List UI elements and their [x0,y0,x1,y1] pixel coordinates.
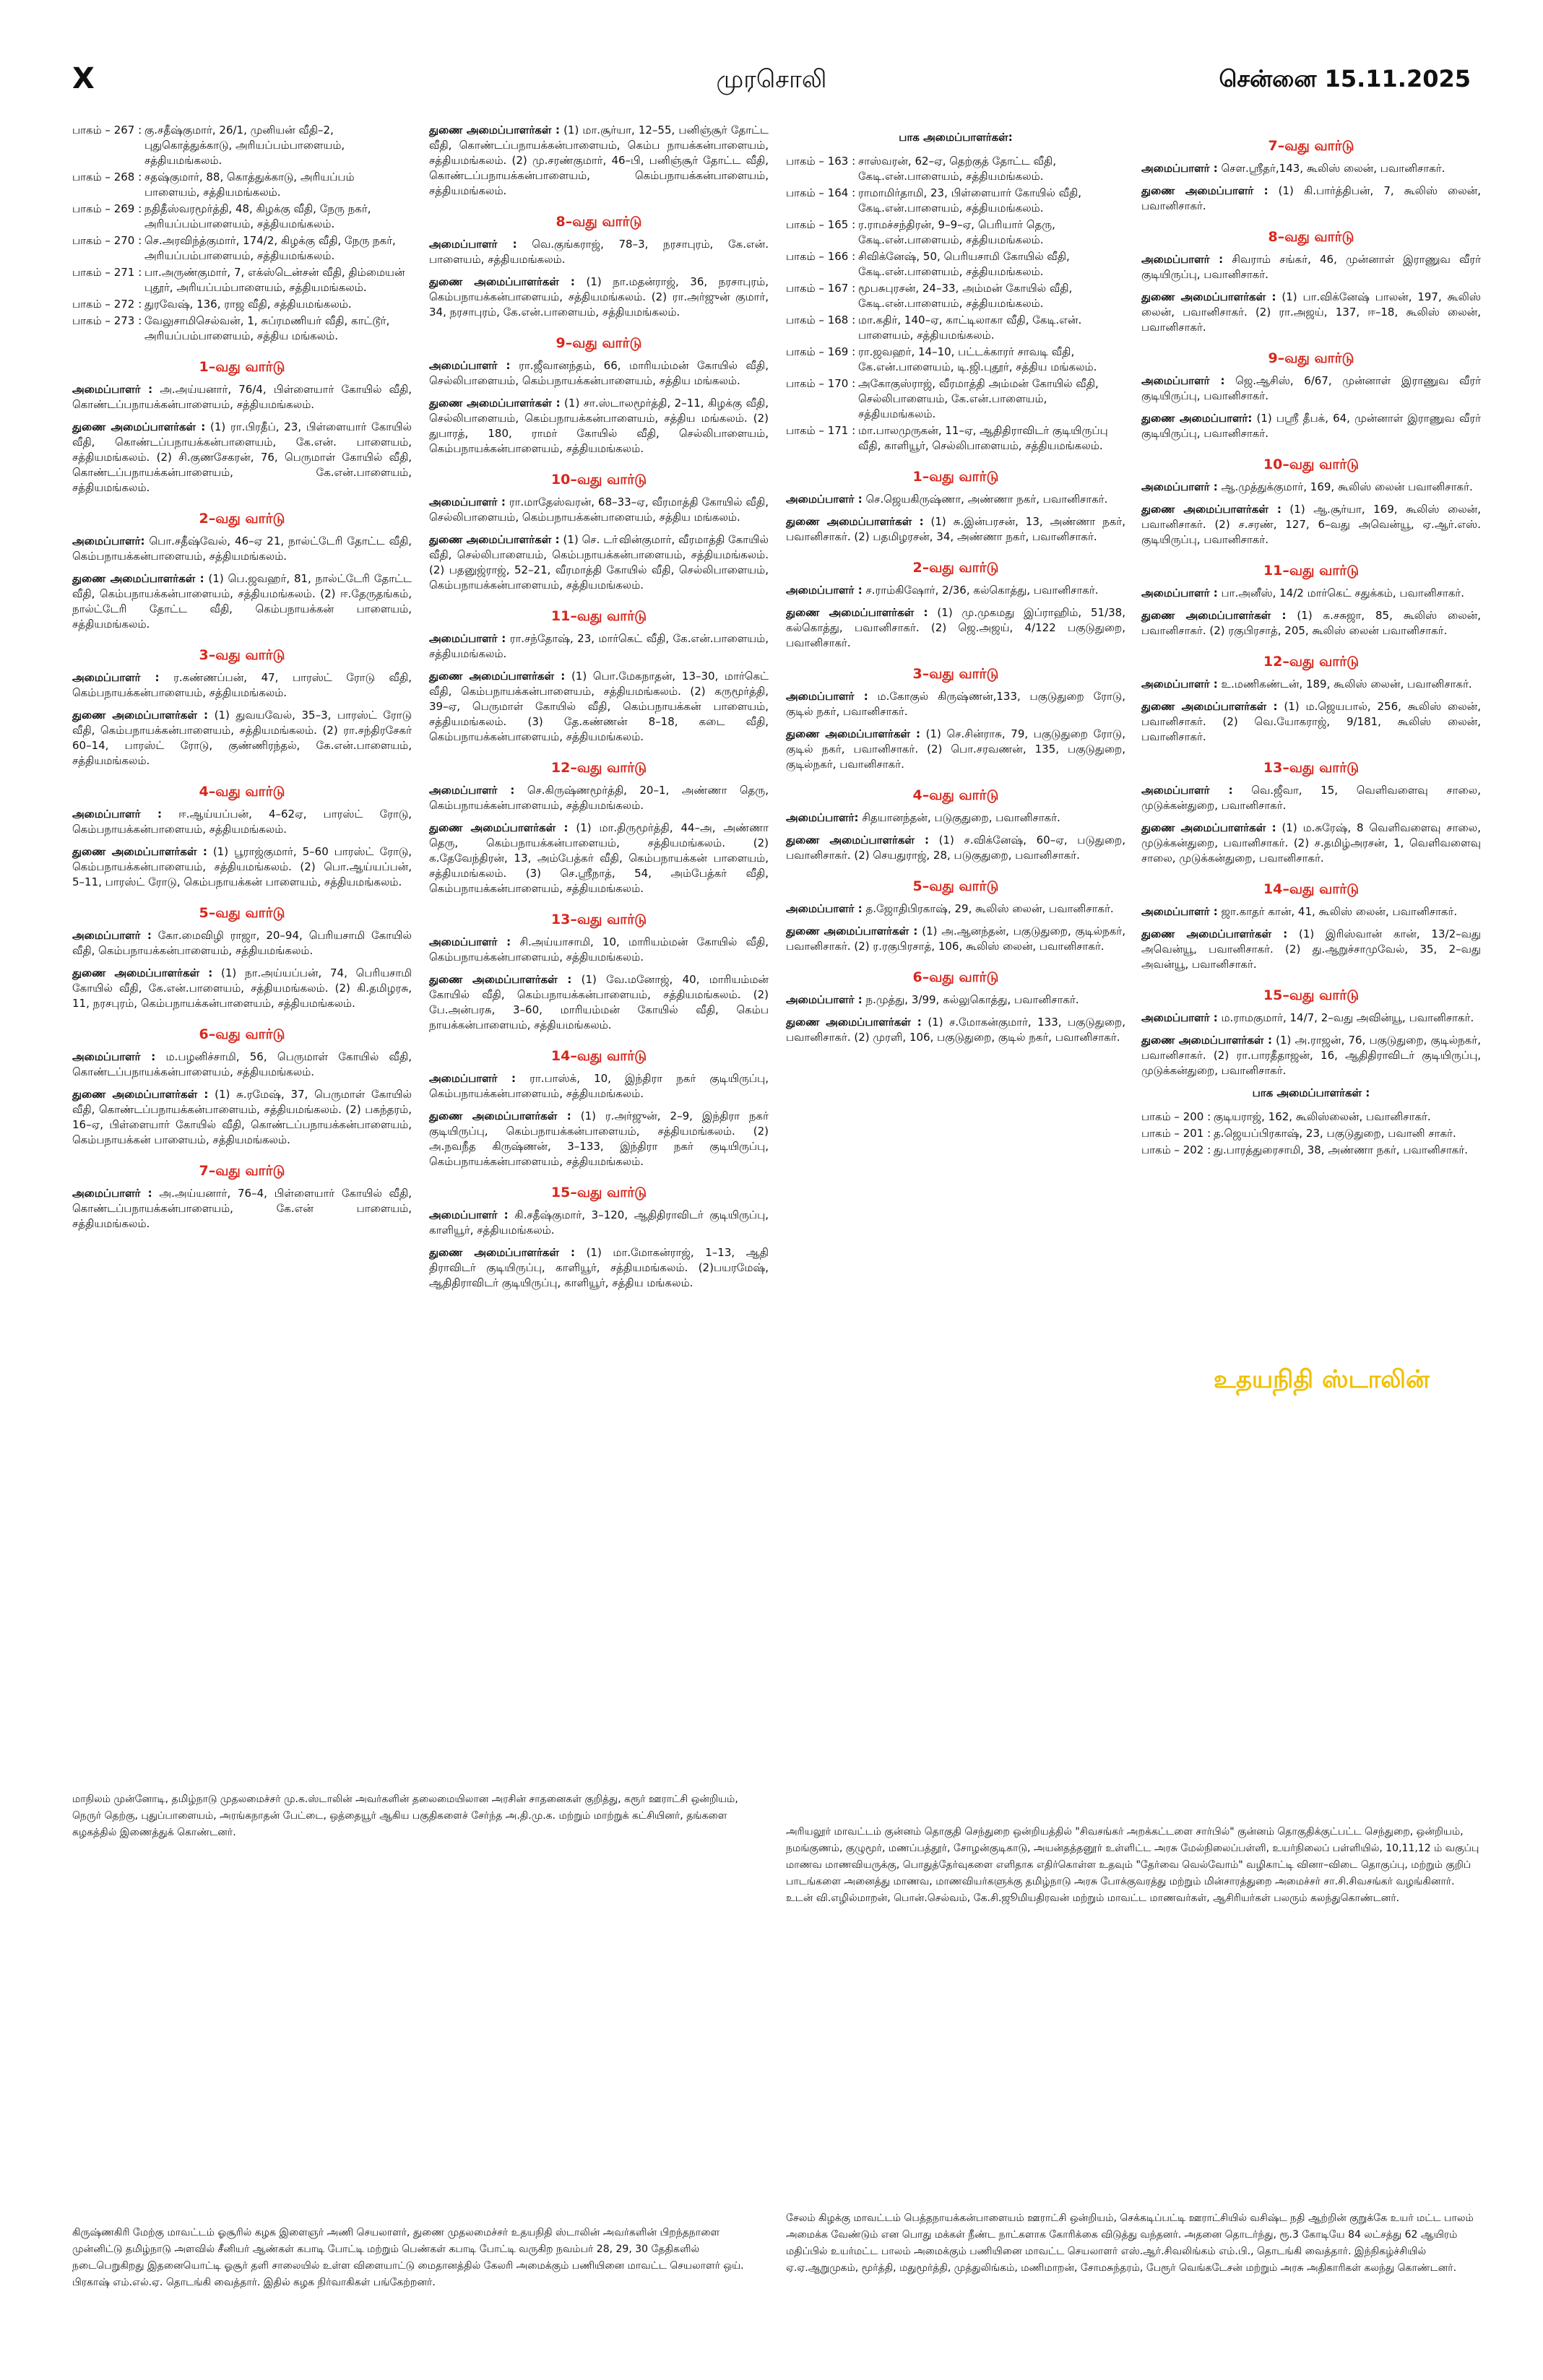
part-text: வேலுசாமிசெல்வன், 1, சுப்ரமணியர் வீதி, காட்டூர், அரியப்பம்பாளையம், சத்திய மங்கலம். [144,314,390,342]
role-paragraph [1141,904,1481,919]
ward-heading: 5–வது வார்டு [912,878,999,894]
role-text: (1) ஆ.சூர்யா, 169, கூலிஸ் லைன், பவானிசாகர். (2) ச.சரண், 127, 6–வது அவென்யூ, ஏ.ஆர்.எஸ். குடியிருப்பு, பவானிசாகர். [1141,503,1481,546]
role-label: துணை அமைப்பாளர்கள் : [786,727,921,740]
part-text: துரவேஷ், 136, ராஜ வீதி, சத்தியமங்கலம். [144,298,352,311]
part-number: பாகம் – 169 : [786,345,856,358]
role-paragraph [429,532,769,593]
part-text: கு.சதீஷ்குமார், 26/1, முனியன் வீதி–2, புதுகொத்துக்காடு, அரியப்பம்பாளையம், சத்தியமங்கலம். [144,124,345,167]
role-paragraph [1141,252,1481,282]
role-label: அமைப்பாளர் : [786,993,863,1006]
role-label: அமைப்பாளர் : [786,690,868,703]
role-label: அமைப்பாளர் : [72,808,163,821]
role-paragraph [72,534,412,564]
role-label: அமைப்பாளர் : [1141,905,1218,918]
role-label: துணை அமைப்பாளர்கள் : [429,1109,571,1122]
ward-heading: 13–வது வார்டு [1263,760,1360,776]
role-text: (1) வே.மனோஜ், 40, மாரியம்மன் கோயில் வீதி, கெம்பநாயக்கன்பாளையம், சத்தியமங்கலம். (2) பே.அன்பரசு, 3–60, மாரியம்மன் கோயில் வீதி, கெம்ப நாயக்கன்பாளையம், சத்தியமங்கலம். [429,973,769,1031]
role-label: அமைப்பாளர் : [429,784,515,797]
part-row [72,313,412,344]
role-text: (1) ச.விக்னேஷ், 60–ஏ, படுதுறை, பவானிசாகர். (2) செயதுராஜ், 28, படுகுதுறை, பவானிசாகர். [786,834,1125,862]
role-label: அமைப்பாளர் : [429,496,506,509]
role-text: த.ஜோதிபிரகாஷ், 29, கூலிஸ் லைன், பவானிசாகர். [865,902,1114,915]
column-2 [429,123,769,1298]
role-paragraph [429,1109,769,1169]
role-text: பா.அனீஸ், 14/2 மார்கெட் சதுக்கம், பவானிசாகர். [1221,587,1465,600]
part-row [786,423,1125,454]
ward-heading: 11–வது வார்டு [550,608,647,624]
role-label: துணை அமைப்பாளர்கள் : [429,397,561,410]
role-paragraph [786,689,1125,719]
role-text: (1) செ.சின்ராசு, 79, பகுடுதுறை ரோடு, குடில் நகர், பவானிசாகர். (2) பொ.சரவணன், 135, பகுடுதுறை, குடில்நகர், பவானிசாகர். [786,727,1125,771]
ward-heading: 10–வது வார்டு [550,472,647,488]
role-paragraph [72,928,412,959]
role-text: (1) மு.முகமது இப்ராஹிம், 51/38, கல்கொத்து, பவானிசாகர். (2) ஜெ.அஜய், 4/122 பகுடுதுறை, பவானிசாகர். [786,606,1125,649]
role-label: துணை அமைப்பாளர்கள் : [786,834,930,847]
role-text: (1) சு.இன்பரசன், 13, அண்ணா நகர், பவானிசாகர். (2) பதமிழரசன், 34, அண்ணா நகர், பவானிசாகர். [786,515,1125,543]
role-label: துணை அமைப்பாளர்கள் : [1141,609,1287,622]
role-text: ஆ.முத்துக்குமார், 169, கூலிஸ் லைன் பவானிசாகர். [1221,480,1473,493]
ward-heading: 14–வது வார்டு [550,1048,647,1064]
role-label: துணை அமைப்பாளர்கள் : [786,515,924,528]
role-text: ரா.பாஸ்க், 10, இந்திரா நகர் குடியிருப்பு, கெம்பநாயக்கன்பாளையம், சத்தியமங்கலம். [429,1072,769,1100]
role-paragraph [72,1186,412,1232]
role-label: அமைப்பாளர் : [429,359,511,372]
column-1 [72,123,412,1239]
role-label: அமைப்பாளர் : [429,1208,509,1221]
role-paragraph [429,972,769,1033]
role-paragraph [786,833,1125,863]
role-text: (1) நா.அய்யப்பன், 74, பெரியசாமி கோயில் வீதி, கே.என்.பாளையம், சத்தியமங்கலம். (2) கி.தமிழரசு, 11, நரசபுரம், கெம்பநாயக்கன்பாளையம், சத்தியமங்கலம். [72,966,412,1010]
role-label: துணை அமைப்பாளர்கள் : [1141,290,1276,303]
part-list [1141,1109,1481,1158]
role-label: அமைப்பாளர் : [1141,678,1218,691]
part-text: து.பாரத்துரைசாமி, 38, அண்ணா நகர், பவானிசாகர். [1214,1143,1468,1156]
role-text: (1) ம.ஜெயபால், 256, கூலிஸ் லைன், பவானிசாகர். (2) வெ.யோகராஜ், 9/181, கூலிஸ் லைன், பவானிசாகர். [1141,700,1481,743]
role-text: சி.அய்யாசாமி, 10, மாரியம்மன் கோயில் வீதி, கெம்பநாயக்கன்பாளையம், சத்தியமங்கலம். [429,935,769,964]
role-paragraph [429,669,769,745]
part-row [1141,1143,1481,1158]
ward-heading: 2–வது வார்டு [199,511,285,527]
ward-heading: 11–வது வார்டு [1263,563,1360,579]
ward-heading: 1–வது வார்டு [199,359,285,375]
photo-caption: சேலம் கிழக்கு மாவட்டம் பெத்தநாயக்கன்பாளையம் ஊராட்சி ஒன்றியம், செக்கடிப்பட்டி ஊராட்சியில் வசிஷ்ட நதி ஆற்றின் குறுக்கே உயர் மட்ட பாலம் அமைக்க வேண்டும் என பொது மக்கள் நீண்ட நாட்களாக கோரிக்கை விடுத்து வந்தனர். அதனை தொடர்ந்து, ரூ.3 கோடியே 84 லட்சத்து 62 ஆயிரம் மதிப்பில் உயர்மட்ட பாலம் அமைக்கும் பணியினை மாவட்ட செயலாளர் எஸ்.ஆர்.சிவலிங்கம் எம்.பி., தொடங்கி வைத்தார். இந்நிகழ்ச்சியில் ஏ.ஏ.ஆறுமுகம், மூர்த்தி, மதுமூர்த்தி, முத்துலிங்கம், மணிமாறன், சோமசுந்தரம், பேரூர் வெங்கடேசன் மற்றும் அரசு அதிகாரிகள் கலந்து கொண்டனர். [786,2212,1474,2274]
role-text: செ.கிருஷ்ணமூர்த்தி, 20–1, அண்ணா தெரு, கெம்பநாயக்கன்பாளையம், சத்தியமங்கலம். [429,784,769,812]
role-text: (1) பொ.மேகநாதன், 13–30, மார்கெட் வீதி, கெம்பநாயக்கன்பாளையம், சத்தியமங்கலம். (2) கருமூர்த்தி, 39–ஏ, பெருமாள் கோயில் வீதி, கெம்பநாயக்கன் பாளையம், சத்தியமங்கலம். (3) தே.கண்ணன் 8–18, கடை வீதி, கெம்பநாயக்கன்பாளையம், சத்தியமங்கலம். [429,670,769,743]
part-number: பாகம் – 202 : [1141,1143,1211,1156]
part-list [72,123,412,344]
role-text: கோ.மைவிழி ராஜா, 20–94, பெரியசாமி கோயில் வீதி, கெம்பநாயக்கன்பாளையம், சத்தியமங்கலம். [72,929,412,957]
role-paragraph [786,605,1125,651]
role-paragraph [429,396,769,456]
role-label: துணை அமைப்பாளர்கள் : [786,925,918,938]
role-text: (1) பூராஜ்குமார், 5–60 பாரஸ்ட் ரோடு, கெம்பநாயக்கன்பாளையம், சத்தியமங்கலம். (2) பொ.ஆய்யப்பன், 5–11, பாரஸ்ட் ரோடு, கெம்பநாயக்கன் பாளையம், சத்தியமங்கலம். [72,845,412,888]
photo-caption: மாநிலம் முன்னோடி, தமிழ்நாடு முதலமைச்சர் மு.க.ஸ்டாலின் அவர்களின் தலைமையிலான அரசின் சாதனைகள் குறித்து, கரூர் ஊராட்சி ஒன்றியம், நெருர் தெற்கு, புதுப்பாளையம், அரங்கநாதன் பேட்டை, ஒத்தையூர் ஆகிய பகுதிகளைச் சேர்ந்த அ.தி.மு.க. மற்றும் மாற்றுக் கட்சியினர், தங்களை கழகத்தில் இணைத்துக் கொண்டனர். [72,1793,738,1838]
role-label: அமைப்பாளர் : [429,632,506,645]
role-label: அமைப்பாளர் : [1141,480,1218,493]
part-row [1141,1109,1481,1125]
role-label: அமைப்பாளர் : [72,929,152,942]
part-list [786,154,1125,454]
role-text: செ.ஜெயகிருஷ்ணா, அண்ணா நகர், பவானிசாகர். [865,493,1108,506]
part-number: பாகம் – 165 : [786,218,856,231]
part-text: சதஷ்குமார், 88, கொத்துக்காடு, அரியப்பம் பாளையம், சத்தியமங்கலம். [144,170,355,199]
part-text: ராமாமிர்தாமி, 23, பிள்ளையார் கோயில் வீதி, கேடி.என்.பாளையம், சத்தியமங்கலம். [858,186,1081,215]
role-text: (1) ரா.பிரதீப், 23, பிள்ளையார் கோயில் வீதி, கொண்டப்பநாயக்கன்பாளையம், கே.என். பாளையம், சத்தியமங்கலம். (2) சி.குணசேகரன், 76, பெருமாள் கோயில் வீதி, கொண்டப்பநாயக்கன்பாளையம், கே.என்.பாளையம், சத்தியமங்கலம். [72,420,412,494]
role-label: துணை அமைப்பாளர்: [1141,412,1253,425]
part-text: நதிதீஸ்வரமூர்த்தி, 48, கிழக்கு வீதி, நேரு நகர், அரியப்பம்பாளையம், சத்தியமங்கலம். [144,202,371,230]
role-text: (1) மா.மோகன்ராஜ், 1–13, ஆதி திராவிடர் குடியிருப்பு, காளியூர், சத்தியமங்கலம். (2)பயரமேஷ், ஆதிதிராவிடர் குடியிருப்பு, காளியூர், சத்திய மங்கலம். [429,1246,769,1289]
role-text: ரா.சந்தோஷ், 23, மார்கெட் வீதி, கே.என்.பாளையம், சத்தியமங்கலம். [429,632,769,660]
role-paragraph [1141,480,1481,495]
role-paragraph [1141,608,1481,639]
dateline: சென்னை 15.11.2025 [1219,65,1471,92]
role-paragraph [1141,373,1481,404]
part-text: அகோகுஸ்ராஜ், வீரமாத்தி அம்மன் கோயில் வீதி, செல்லிபாளையம், கே.என்.பாளையம், சத்தியமங்கலம். [858,377,1099,420]
role-label: அமைப்பாளர் : [786,493,863,506]
ward-heading: 8–வது வார்டு [556,214,642,230]
page-header [0,58,1543,101]
part-text: த.ஜெயப்பிரகாஷ், 23, பகுடுதுறை, பவானி சாகர். [1214,1127,1456,1140]
role-paragraph [429,783,769,813]
role-paragraph [1141,821,1481,866]
role-label: அமைப்பாளர் : [1141,253,1224,266]
part-number: பாகம் – 270 : [72,234,142,247]
part-row [72,265,412,295]
role-text: (1) சா.ஸ்டாலமூர்த்தி, 2–11, கிழக்கு வீதி, செல்லிபாளையம், கெம்பநாயக்கன்பாளையம், சத்திய மங்கலம். (2) துபாரத், 180, ராமர் கோயில் வீதி, செல்லிபாளையம், கெம்பநாயக்கன்பாளையம், சத்தியமங்கலம். [429,397,769,455]
role-text: (1) நா.மதன்ராஜ், 36, நரசாபுரம், கெம்பநாயக்கன்பாளையம், சத்தியமங்கலம். (2) ரா.அர்ஜுன் குமார், 34, நரசாபுரம், கே.என்.பாளையம், சத்தியமங்கலம். [429,275,769,319]
part-number: பாகம் – 268 : [72,170,142,183]
role-label: துணை அமைப்பாளர்கள் : [72,1088,209,1101]
ward-list [72,360,412,1232]
role-paragraph [786,924,1125,954]
part-row [786,376,1125,422]
role-label: அமைப்பாளர்: [72,535,145,548]
part-number: பாகம் – 200 : [1141,1110,1211,1123]
role-paragraph [72,670,412,701]
role-label: துணை அமைப்பாளர்கள் : [72,420,206,433]
role-label: துணை அமைப்பாளர்கள் : [429,533,560,546]
role-paragraph [429,631,769,662]
role-paragraph [1141,677,1481,692]
role-text: (1) அ.ராஜன், 76, பகுடுதுறை, குடில்நகர், பவானிசாகர். (2) ரா.பாரதீதாஜன், 16, ஆதிதிராவிடர் குடியிருப்பு, முடுக்கன்துறை, பவானிசாகர். [1141,1034,1481,1077]
role-text: (1) ச.மோகன்குமார், 133, பகுடுதுறை, பவானிசாகர். (2) முரளி, 106, பகுடுதுறை, குடில் நகர், பவானிசாகர். [786,1016,1125,1044]
masthead: முரசொலி [716,65,827,94]
part-number: பாகம் – 163 : [786,155,856,168]
role-paragraph [1141,586,1481,601]
role-label: அமைப்பாளர் : [429,1072,517,1085]
role-paragraph [786,992,1125,1008]
role-text: வெ.ஜீவா, 15, வெளிவளைவு சாலை, முடுக்கன்துறை, பவானிசாகர். [1141,784,1481,812]
role-paragraph [429,935,769,965]
role-label: துணை அமைப்பாளர்கள் : [72,572,204,585]
role-text: (1) பா.விக்னேஷ் பாலன், 197, கூலிஸ் லைன், பவானிசாகர். (2) ரா.அஜய், 137, ஈ–18, கூலிஸ் லைன், பவானிசாகர். [1141,290,1481,334]
role-paragraph [72,1087,412,1148]
part-number: பாகம் – 271 : [72,266,142,279]
role-paragraph [1141,699,1481,745]
part-row [72,202,412,232]
role-label: அமைப்பாளர் : [1141,587,1218,600]
part-number: பாகம் – 171 : [786,424,856,437]
role-text: ஈ.ஆய்யப்பன், 4–62ஏ, பாரஸ்ட் ரோடு, கெம்பநாயக்கன்பாளையம், சத்தியமங்கலம். [72,808,412,836]
role-paragraph [1141,927,1481,972]
role-paragraph [786,583,1125,598]
role-label: அமைப்பாளர் : [786,584,863,597]
ward-heading: 9–வது வார்டு [556,335,642,351]
role-label: துணை அமைப்பாளர்கள் : [1141,1034,1273,1047]
part-number: பாகம் – 164 : [786,186,856,199]
part-number: பாகம் – 201 : [1141,1127,1211,1140]
photo-caption: அரியலூர் மாவட்டம் குன்னம் தொகுதி செந்துறை ஒன்றியத்தில் "சிவசங்கர் அறக்கட்டளை சார்பில்" குன்னம் தொகுதிக்குட்பட்ட செந்துறை, ஒன்றியம், நமங்குணம், குழுமூர், மணப்பத்தூர், சோழன்குடிகாடு, அயன்தத்தனூர் உள்ளிட்ட அரசு மேல்நிலைப்பள்ளி, உயர்நிலைப் பள்ளியில், 10,11,12 ம் வகுப்பு மாணவ மாணவியருக்கு, பொதுத்தேர்வுகளை எளிதாக எதிர்கொள்ள உதவும் "தேர்வை வெல்வோம்" வழிகாட்டி வினா–விடை தொகுப்பு, மற்றும் குறிப் பாடங்களை அனைத்து மாணவ, மாணவியர்களுக்கு தமிழ்நாடு அரசு போக்குவரத்து மற்றும் மின்சாரத்துறை அமைச்சர் சா.சி.சிவசங்கர் வழங்கினார். உடன் வி.எழில்மாறன், பொன்.செல்வம், கே.சி.ஜூமியதிரவன் மற்றும் மாவட்ட மாணவர்கள், ஆசிரியர்கள் பலரும் கலந்துகொண்டனர். [786,1826,1479,1904]
role-text: (1) துவயவேல், 35–3, பாரஸ்ட் ரோடு வீதி, கெம்பநாயக்கன்பாளையம், சத்தியமங்கலம். (2) ரா.சந்திரசேகர் 60–14, பாரஸ்ட் ரோடு, குண்ணிரந்தல், கே.என்.பாளையம், சத்தியமங்கலம். [72,709,412,767]
column-3 [786,123,1125,1052]
photo-caption: கிருஷ்ணகிரி மேற்கு மாவட்டம் ஓசூரில் கழக இளைஞர் அணி செயலாளர், துணை முதலமைச்சர் உதயநிதி ஸ்டாலின் அவர்களின் பிறந்தநாளை முன்னிட்டு தமிழ்நாடு அளவில் சீனியர் ஆண்கள் கபாடி போட்டி மற்றும் பெண்கள் கபாடி போட்டி வருகிற நவம்பர் 28, 29, 30 தேதிகளில் நடைபெறுகிறது இதனையொட்டி ஓசூர் தளி சாலையில் உள்ள விளையாட்டு மைதானத்தில் கேலரி அமைக்கும் பணியினை மாவட்ட செயலாளர் ஒய். பிரகாஷ் எம்.எல்.ஏ. தொடங்கி வைத்தார். இதில் கழக நிர்வாகிகள் பங்கேற்றனர். [72,2227,744,2288]
ward-heading: 3–வது வார்டு [199,647,285,663]
part-text: சிவிக்னேஷ், 50, பெரியசாமி கோயில் வீதி, கேடி.என்.பாளையம், சத்தியமங்கலம். [858,250,1070,278]
part-number: பாகம் – 267 : [72,124,142,137]
role-paragraph [429,1071,769,1102]
role-text: (1) ர.அர்ஜுன், 2–9, இந்திரா நகர் குடியிருப்பு, கெம்பநாயக்கன்பாளையம், சத்தியமங்கலம். (2) அ.நவநீத கிருஷ்ணன், 3–133, இந்திரா நகர் குடியிருப்பு, கெம்பநாயக்கன்பாளையம், சத்தியமங்கலம். [429,1109,769,1168]
role-text: ந.முத்து, 3/99, கல்லுகொத்து, பவானிசாகர். [865,993,1079,1006]
role-text: (1) கி.பார்த்திபன், 7, கூலிஸ் லைன், பவானிசாகர். [1141,184,1481,212]
role-text: (1) மா.சூர்யா, 12–55, பனிஞ்சூர் தோட்ட வீதி, கொண்டப்பநாயக்கன்பாளையம், கெம்ப நாயக்கன்பாளையம், சத்தியமங்கலம். (2) மு.சரண்குமார், 46–பி, பனிஞ்சூர் தோட்ட வீதி, கொண்டப்பநாயக்கன்பாளையம், கெம்பநாயக்கன்பாளையம், சத்தியமங்கலம். [429,124,769,197]
ward-heading: 15–வது வார்டு [550,1185,647,1200]
role-text: பொ.சதீஷ்வேல், 46–ஏ 21, நால்ட்டேரி தோட்ட வீதி, கெம்பநாயக்கன்பாளையம், சத்தியமங்கலம். [72,535,412,563]
part-text: பா.அருண்குமார், 7, எக்ஸ்டென்சன் வீதி, திம்மையன் புதூர், அரியப்பம்பாளையம், சத்தியமங்கலம். [144,266,405,294]
role-label: அமைப்பாளர் : [786,902,863,915]
role-paragraph [1141,1033,1481,1078]
part-text: மா.கதிர், 140–ஏ, காட்டிலாகா வீதி, கேடி.என். பாளையம், சத்தியமங்கலம். [858,313,1082,342]
part-number: பாகம் – 272 : [72,298,142,311]
part-text: மூபசுபுரசன், 24–33, அம்மன் கோயில் வீதி, கேடி.என்.பாளையம், சத்தியமங்கலம். [858,282,1073,310]
ward-heading: 15–வது வார்டு [1263,987,1360,1003]
role-label: துணை அமைப்பாளர் : [1141,184,1268,197]
part-number: பாகம் – 269 : [72,202,142,215]
role-text: அ.அய்யனார், 76/4, பிள்ளையார் கோயில் வீதி, கொண்டப்பநாயக்கன்பாளையம், சத்தியமங்கலம். [72,383,412,411]
role-text: (1) மா.திருமூர்த்தி, 44–அ, அண்ணா தெரு, கெம்பநாயக்கன்பாளையம், சத்தியமங்கலம். (2) க.தேவேந்திரன், 13, அம்பேத்கர் வீதி, கெம்பநாயக்கன் பாளையம், சத்தியமங்கலம். (3) செ.ஸ்ரீநாத், 54, அம்பேத்கர் வீதி, கெம்பநாயக்கன்பாளையம், சத்தியமங்கலம். [429,821,769,895]
role-text: ஜெ.ஆசிஸ், 6/67, முன்னாள் இராணுவ வீரர் குடியிருப்பு, பவானிசாகர். [1141,374,1481,402]
part-row [786,313,1125,343]
role-paragraph [1141,783,1481,813]
part-row [1141,1126,1481,1141]
role-text: செள.ஸ்ரீதர்,143, கூலிஸ் லைன், பவானிசாகர். [1221,162,1445,175]
role-paragraph [786,810,1125,826]
role-label: துணை அமைப்பாளர்கள் : [1141,503,1281,516]
role-paragraph [72,1050,412,1080]
role-paragraph [72,844,412,890]
role-label: அமைப்பாளர் : [1141,1011,1218,1024]
section-subhead: பாக அமைப்பாளர்கள்: [899,131,1013,144]
role-paragraph [786,727,1125,772]
role-label: துணை அமைப்பாளர்கள் : [1141,927,1288,940]
role-paragraph [429,1208,769,1238]
role-text: ஜா.காதர் கான், 41, கூலிஸ் லைன், பவானிசாகர். [1221,905,1458,918]
role-paragraph [72,966,412,1011]
role-label: அமைப்பாளர் : [1141,162,1218,175]
role-text: ரா.ஜீவானந்தம், 66, மாரியம்மன் கோயில் வீதி, செல்லிபாளையம், கெம்பநாயக்கன்பாளையம், சத்திய மங்கலம். [429,359,769,387]
role-text: அ.அய்யனார், 76–4, பிள்ளையார் கோயில் வீதி, கொண்டப்பநாயக்கன்பாளையம், கே.என் பாளையம், சத்தியமங்கலம். [72,1187,412,1230]
role-text: சிவராம் சங்கர், 46, முன்னாள் இராணுவ வீரர் குடியிருப்பு, பவானிசாகர். [1141,253,1481,281]
role-text: (1) சு.ரமேஷ், 37, பெருமாள் கோயில் வீதி, கொண்டப்பநாயக்கன்பாளையம், சத்தியமங்கலம். (2) பகந்தரம், 16–ஏ, பிள்ளையார் கோயில் வீதி, கொண்டப்பநாயக்கன்பாளையம், கெம்பநாயக்கன் பாளையம், சத்தியமங்கலம். [72,1088,412,1146]
role-text: (1) க.சசுஜா, 85, கூலிஸ் லைன், பவானிசாகர். (2) ரகுபிரசாத், 205, கூலிஸ் லைன் பவானிசாகர். [1141,609,1481,637]
role-paragraph [429,821,769,896]
ward-heading: 1–வது வார்டு [912,469,999,485]
part-text: மா.பாலமுருகன், 11–ஏ, ஆதிதிராவிடர் குடியிருப்பு வீதி, காளியூர், செல்லிபாளையம், சத்தியமங்கலம். [858,424,1108,452]
role-paragraph [429,274,769,320]
role-label: அமைப்பாளர் : [72,383,153,396]
part-text: ர.ராமச்சந்திரன், 9–9–ஏ, பெரியார் தெரு, கேடி.என்.பாளையம், சத்தியமங்கலம். [858,218,1055,246]
ward-heading: 2–வது வார்டு [912,560,999,576]
role-paragraph [1141,161,1481,176]
role-paragraph [429,358,769,389]
part-row [72,297,412,312]
ward-list [1141,139,1481,1078]
part-row [786,281,1125,311]
part-row [72,170,412,200]
ward-heading: 9–வது வார்டு [1268,350,1354,366]
part-row [72,233,412,264]
role-text: (1) அ.ஆனந்தன், பகுடுதுறை, குடில்நகர், பவானிசாகர். (2) ர.ரகுபிரசாத், 106, கூலிஸ் லைன், பவானிசாகர். [786,925,1125,953]
role-text: ம.கோகுல் கிருஷ்ணன்,133, பகுடுதுறை ரோடு, குடில் நகர், பவானிசாகர். [786,690,1125,718]
column-4 [1141,123,1481,1159]
role-paragraph [786,492,1125,507]
ward-heading: 13–வது வார்டு [550,912,647,927]
ward-heading: 5–வது வார்டு [199,905,285,921]
role-label: துணை அமைப்பாளர்கள் : [72,966,213,979]
part-number: பாகம் – 167 : [786,282,856,295]
role-paragraph [72,708,412,769]
role-label: துணை அமைப்பாளர்கள் : [429,275,575,288]
role-paragraph [72,420,412,496]
ward-heading: 14–வது வார்டு [1263,881,1360,897]
role-text: கி.சதீஷ்குமார், 3–120, ஆதிதிராவிடர் குடியிருப்பு, காளியூர், சத்தியமங்கலம். [429,1208,769,1237]
role-text: ர.கண்ணப்பன், 47, பாரஸ்ட் ரோடு வீதி, கெம்பநாயக்கன்பாளையம், சத்தியமங்கலம். [72,671,412,699]
role-paragraph [429,237,769,267]
part-text: செ.அரவிந்த்குமார், 174/2, கிழக்கு வீதி, நேரு நகர், அரியப்பம்பாளையம், சத்தியமங்கலம். [144,234,396,262]
role-label: துணை அமைப்பாளர்கள் : [429,670,566,683]
role-label: அமைப்பாளர் : [429,238,517,251]
role-label: துணை அமைப்பாளர்கள் : [786,1016,922,1029]
part-number: பாகம் – 170 : [786,377,856,390]
role-paragraph [1141,183,1481,214]
part-row [786,154,1125,184]
role-label: துணை அமைப்பாளர்கள் : [429,821,569,834]
role-paragraph [786,514,1125,545]
role-paragraph [72,571,412,632]
role-label: துணை அமைப்பாளர்கள் : [1141,700,1278,713]
role-text: (1) பெ.ஜவஹர், 81, நால்ட்டேரி தோட்ட வீதி, கெம்பநாயக்கன்பாளையம், சத்தியமங்கலம். (2) ஈ.தேருதங்கம், நால்ட்டேரி தோட்ட வீதி, கெம்பநாயக்கன் பாளையம், சத்தியமங்கலம். [72,572,412,631]
role-label: துணை அமைப்பாளர்கள் : [429,973,572,986]
part-row [786,249,1125,280]
role-paragraph [1141,502,1481,548]
ward-heading: 12–வது வார்டு [550,760,647,776]
part-text: குடியராஜ், 162, கூலிஸ்லைன், பவானிசாகர். [1214,1110,1431,1123]
role-paragraph [1141,1011,1481,1026]
part-number: பாகம் – 166 : [786,250,856,263]
role-text: ம.பழனிச்சாமி, 56, பெருமாள் கோயில் வீதி, கொண்டப்பநாயக்கன்பாளையம், சத்தியமங்கலம். [72,1050,412,1078]
role-text: சிதயானந்தன், படுகுதுறை, பவானிசாகர். [862,811,1060,824]
role-text: உ.மணிகண்டன், 189, கூலிஸ் லைன், பவானிசாகர். [1221,678,1472,691]
role-paragraph [72,382,412,412]
ward-heading: 7–வது வார்டு [199,1163,285,1179]
role-label: துணை அமைப்பாளர்கள் : [429,1246,575,1259]
ward-heading: 8–வது வார்டு [1268,229,1354,245]
role-text: ச.ராம்கிஷோர், 2/36, கல்கொத்து, பவானிசாகர். [865,584,1099,597]
part-text: சாஸ்வரன், 62–ஏ, தெற்குத் தோட்ட வீதி, கேடி.என்.பாளையம், சத்தியமங்கலம். [858,155,1056,183]
role-label: துணை அமைப்பாளர்கள் : [72,709,208,722]
ward-list [429,215,769,1291]
part-row [786,345,1125,375]
part-number: பாகம் – 273 : [72,314,142,327]
role-label: அமைப்பாளர் : [72,1187,152,1200]
ward-heading: 10–வது வார்டு [1263,456,1360,472]
role-text: (1) செ. டா்வின்குமார், வீரமாத்தி கோயில் வீதி, செல்லிபாளையம், கெம்பநாயக்கன்பாளையம், சத்தியமங்கலம். (2) பதனுஜ்ராஜ், 52–21, வீரமாத்தி கோயில் வீதி, செல்லிபாளையம், கெம்பநாயக்கன்பாளையம், சத்தியமங்கலம். [429,533,769,592]
role-paragraph [1141,411,1481,441]
ward-list [786,469,1125,1045]
role-text: வெ.குங்கராஜ், 78–3, நரசாபுரம், கே.என். பாளையம், சத்தியமங்கலம். [429,238,769,266]
role-paragraph [786,901,1125,917]
role-paragraph [786,1015,1125,1045]
role-text: (1) பஸ்ரீ தீபக், 64, முன்னாள் இராணுவ வீரர் குடியிருப்பு, பவானிசாகர். [1141,412,1481,440]
ward-heading: 4–வது வார்டு [199,784,285,800]
ward-heading: 7–வது வார்டு [1268,138,1354,154]
ward-heading: 12–வது வார்டு [1263,654,1360,670]
role-text: (1) இரிஸ்வான் கான், 13/2–வது அவென்யூ, பவானிசாகர். (2) து.ஆறுச்சாமுவேல், 35, 2–வது அவன்யூ, பவானிசாகர். [1141,927,1481,971]
role-label: அமைப்பாளர் : [72,1050,156,1063]
ward-heading: 6–வது வார்டு [199,1026,285,1042]
part-text: ரா.ஜவஹர், 14–10, பட்டக்காரர் சாவடி வீதி, கே.என்.பாளையம், டி.ஜி.புதூர், சத்திய மங்கலம். [858,345,1097,373]
ward-heading: 6–வது வார்டு [912,969,999,985]
section-subhead: பாக அமைப்பாளர்கள் : [1252,1086,1370,1099]
role-label: அமைப்பாளர் : [1141,784,1233,797]
role-label: அமைப்பாளர்: [786,811,859,824]
role-label: துணை அமைப்பாளர்கள் : [786,606,928,619]
part-row [786,217,1125,248]
part-row [786,186,1125,216]
part-row [72,123,412,168]
role-label: அமைப்பாளர் : [429,935,511,948]
page-number: X [72,62,95,95]
role-text: ரா.மாதேஸ்வரன், 68–33–ஏ, வீரமாத்தி கோயில் வீதி, செல்லிபாளையம், கெம்பநாயக்கன்பாளையம், சத்திய மங்கலம். [429,496,769,524]
role-paragraph [1141,290,1481,335]
ward-heading: 4–வது வார்டு [912,787,999,803]
role-text: (1) ம.சுரேஷ், 8 வெளிவளைவு சாலை, முடுக்கன்துறை, பவானிசாகர். (2) ச.தமிழ்அரசன், 1, வெளிவளைவு சாலை, முடுக்கன்துறை, பவானிசாகர். [1141,821,1481,865]
intro-paragraph [429,123,769,199]
role-paragraph [429,495,769,525]
signature: உதயநிதி ஸ்டாலின் [1214,1365,1430,1394]
role-text: ம.ராமகுமார், 14/7, 2–வது அவின்யூ, பவானிசாகர். [1221,1011,1474,1024]
role-paragraph [72,807,412,837]
role-label: அமைப்பாளர் : [1141,374,1225,387]
ward-heading: 3–வது வார்டு [912,666,999,682]
role-label: துணை அமைப்பாளர்கள் : [429,124,560,137]
role-label: துணை அமைப்பாளர்கள் : [72,845,207,858]
role-label: அமைப்பாளர் : [72,671,160,684]
role-paragraph [429,1245,769,1291]
role-label: துணை அமைப்பாளர்கள் : [1141,821,1276,834]
part-number: பாகம் – 168 : [786,313,856,326]
